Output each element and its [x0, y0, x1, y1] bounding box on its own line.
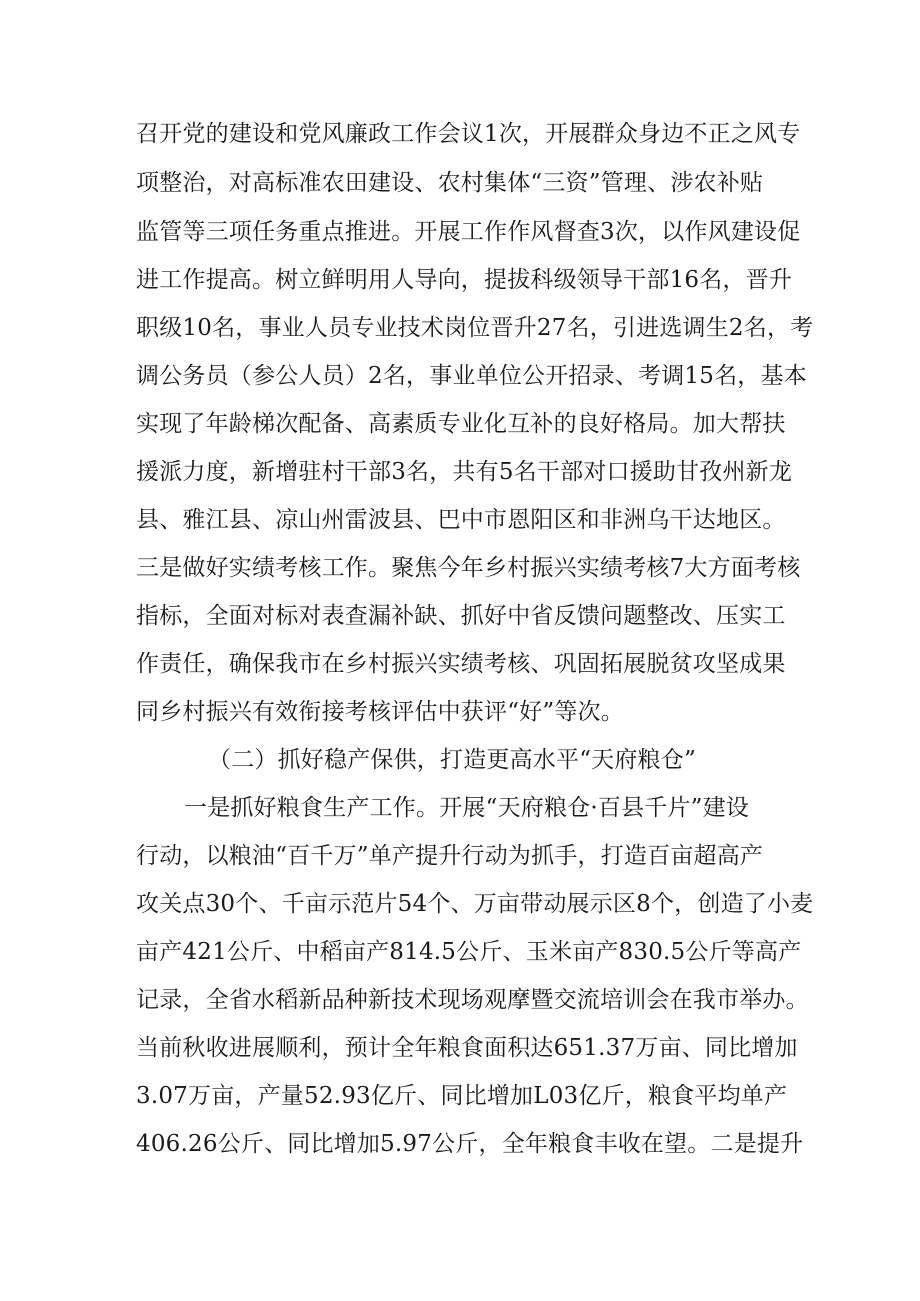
- paragraph-line: 三是做好实绩考核工作。聚焦今年乡村振兴实绩考核7大方面考核: [136, 555, 801, 581]
- paragraph-line: 3.07万亩，产量52.93亿斤、同比增加L03亿斤，粮食平均单产: [136, 1083, 788, 1109]
- paragraph-line: 亩产421公斤、中稻亩产814.5公斤、玉米亩产830.5公斤等高产: [136, 939, 802, 965]
- paragraph-line: 职级10名，事业人员专业技术岗位晋升27名，引进选调生2名，考: [136, 315, 814, 341]
- section-heading: （二）抓好稳产保供，打造更高水平“天府粮仓”: [208, 747, 696, 773]
- paragraph-line: 作责任，确保我市在乡村振兴实绩考核、巩固拓展脱贫攻坚成果: [136, 651, 786, 677]
- paragraph-line: 记录，全省水稻新品种新技术现场观摩暨交流培训会在我市举办。: [136, 987, 809, 1013]
- paragraph-line: 召开党的建设和党风廉政工作会议1次，开展群众身边不正之风专: [136, 121, 801, 147]
- paragraph-line: 攻关点30个、千亩示范片54个、万亩带动展示区8个，创造了小麦: [136, 891, 814, 917]
- paragraph-line: 一是抓好粮食生产工作。开展“天府粮仓·百县千片”建设: [184, 795, 750, 821]
- paragraph-line: 调公务员（参公人员）2名，事业单位公开招录、考调15名，基本: [136, 363, 807, 389]
- paragraph-line: 行动，以粮油“百千万”单产提升行动为抓手，打造百亩超高产: [136, 843, 764, 869]
- paragraph-line: 指标，全面对标对表查漏补缺、抓好中省反馈问题整改、压实工: [136, 603, 786, 629]
- paragraph-line: 406.26公斤、同比增加5.97公斤，全年粮食丰收在望。二是提升: [136, 1131, 804, 1157]
- paragraph-line: 监管等三项任务重点推进。开展工作作风督查3次，以作风建设促: [136, 219, 801, 245]
- paragraph-line: 援派力度，新增驻村干部3名，共有5名干部对口援助甘孜州新龙: [136, 459, 793, 485]
- paragraph-line: 进工作提高。树立鲜明用人导向，提拔科级领导干部16名，晋升: [136, 267, 793, 293]
- paragraph-line: 项整治，对高标准农田建设、农村集体“三资”管理、涉农补贴: [136, 170, 764, 196]
- paragraph-line: 县、雅江县、凉山州雷波县、巴中市恩阳区和非洲乌干达地区。: [136, 507, 786, 533]
- paragraph-line: 当前秋收进展顺利，预计全年粮食面积达651.37万亩、同比增加: [136, 1035, 798, 1061]
- paragraph-line: 同乡村振兴有效衔接考核评估中获评“好”等次。: [136, 699, 624, 725]
- paragraph-line: 实现了年龄梯次配备、高素质专业化互补的良好格局。加大帮扶: [136, 411, 786, 437]
